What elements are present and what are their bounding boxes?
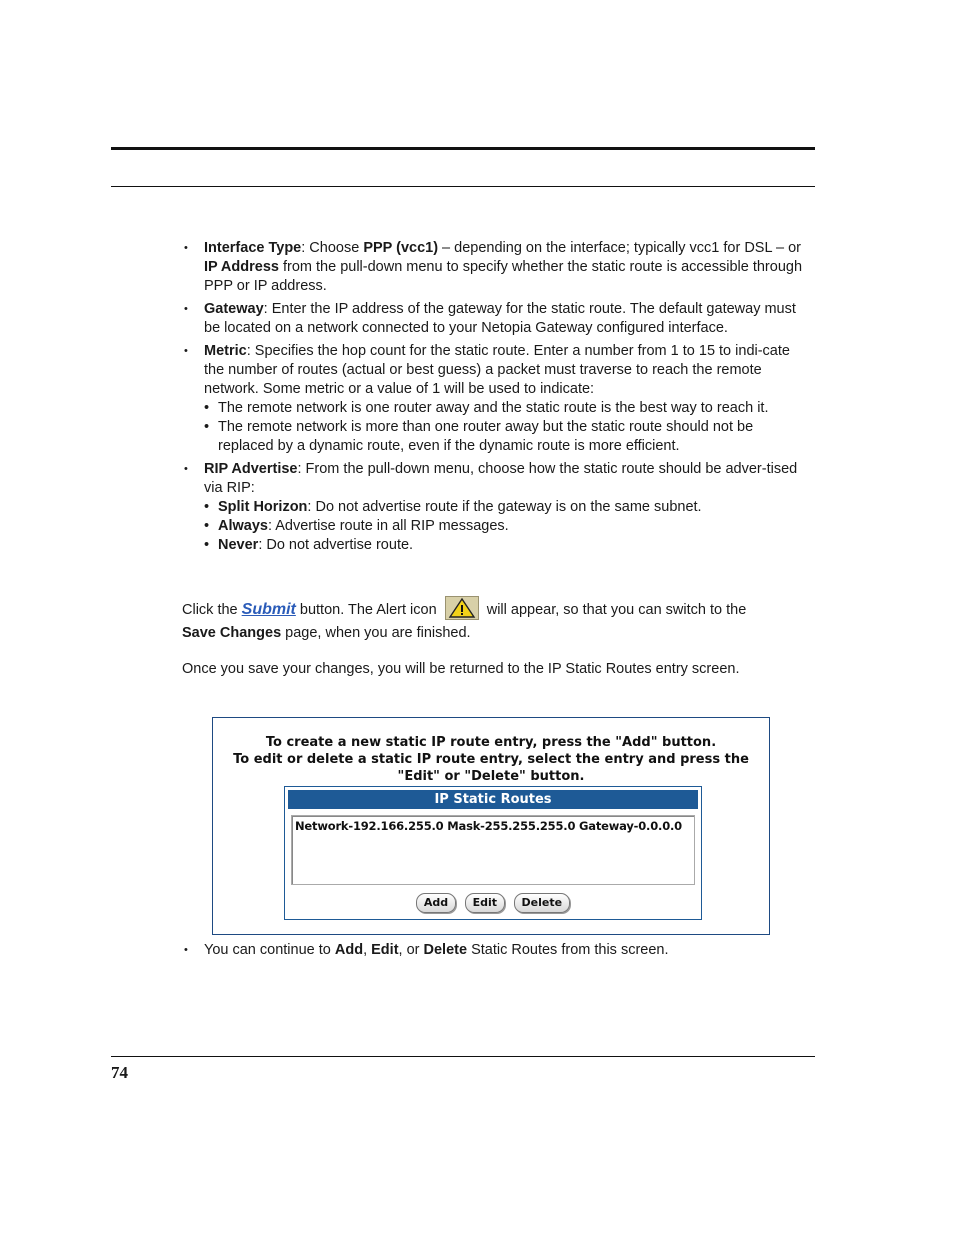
return-paragraph: Once you save your changes, you will be returned to the IP Static Routes entry screen.: [182, 661, 740, 677]
sub-bullet-dot: •: [204, 419, 210, 435]
sub-list-item: [204, 536, 812, 555]
ip-static-routes-screenshot: [212, 717, 770, 935]
bold-term: Interface Type: [204, 240, 302, 256]
bullet-dot: •: [184, 242, 188, 254]
list-item: [182, 300, 812, 338]
sub-list-item: [204, 399, 812, 418]
bold-term: IP Address: [204, 259, 279, 275]
instruction-line: To create a new static IP route entry, press the "Add" button.: [265, 735, 717, 750]
sub-list-item: [204, 418, 812, 456]
after-icon-text: will appear, so that you can switch to the: [486, 601, 747, 618]
header-rule-thin: [111, 186, 815, 187]
body-text: : From the pull-down menu, choose how the static route should be adver-tised via RIP:: [204, 461, 798, 496]
header-rule-thick: [111, 147, 815, 150]
route-entry[interactable]: Network-192.166.255.0 Mask-255.255.255.0 Gateway-0.0.0.0: [295, 819, 682, 833]
list-item: [182, 941, 812, 960]
add-button[interactable]: Add: [416, 893, 456, 913]
bullet-text: [204, 342, 812, 399]
bold-term: Add: [334, 942, 364, 958]
bullet-dot: •: [184, 944, 188, 956]
submit-link[interactable]: Submit: [241, 600, 296, 618]
bullet-text: [204, 239, 812, 296]
body-text: from the pull-down menu to specify whether the static route is accessible through PPP or IP address.: [204, 259, 803, 294]
body-text: : Choose: [301, 240, 364, 256]
list-item: [182, 342, 812, 456]
body-text: The remote network is more than one router away but the static route should not be replaced by a dynamic route, even if the dynamic route is more efficient.: [218, 419, 754, 454]
bold-term: Metric: [204, 343, 247, 359]
sub-bullet-dot: •: [204, 537, 210, 553]
bullet-text: [204, 300, 812, 338]
click-the-text: Click the: [182, 601, 238, 618]
alert-icon: [445, 596, 479, 620]
continue-bullet: [182, 941, 812, 964]
body-text: : Enter the IP address of the gateway for the static route. The default gateway must be located on a network connected to your Netopia Gateway configured interface.: [204, 301, 796, 336]
sub-list-item: [204, 498, 812, 517]
sub-bullet-dot: •: [204, 400, 210, 416]
route-buttons: [285, 893, 701, 913]
bullet-dot: •: [184, 345, 188, 357]
sub-bullet-dot: •: [204, 518, 210, 534]
button-alert-text: button. The Alert icon: [299, 601, 437, 618]
submit-paragraph: [182, 598, 812, 644]
save-changes-text: Save Changes: [182, 625, 282, 641]
bold-term: Always: [218, 518, 268, 534]
body-text: – depending on the interface; typically vcc1 for DSL – or: [438, 240, 802, 256]
bold-term: Edit: [371, 942, 399, 958]
body-text: : Specifies the hop count for the static route. Enter a number from 1 to 15 to indi-cate the number of routes (actual or best guess) a packet must traverse to reach the remote network. Some metric or a value of 1 will be used to indicate:: [204, 343, 790, 397]
body-text: The remote network is one router away and the static route is the best way to reach it.: [218, 400, 769, 416]
delete-button[interactable]: Delete: [514, 893, 571, 913]
body-text: Static Routes from this screen.: [467, 942, 669, 958]
finish-text: page, when you are finished.: [285, 625, 471, 641]
page-number: 74: [111, 1063, 128, 1082]
bold-term: Delete: [423, 942, 468, 958]
list-item: [182, 460, 812, 555]
instruction-line: To edit or delete a static IP route entry, select the entry and press the: [233, 752, 749, 767]
field-description-list: [182, 239, 812, 559]
bullet-dot: •: [184, 463, 188, 475]
bold-term: Split Horizon: [218, 499, 308, 515]
sub-list-item: [204, 517, 812, 536]
edit-button[interactable]: Edit: [465, 893, 505, 913]
bullet-dot: •: [184, 303, 188, 315]
sub-bullet-dot: •: [204, 499, 210, 515]
footer-rule: [111, 1056, 815, 1057]
body-text: : Do not advertise route.: [258, 537, 414, 553]
instructions: [213, 734, 769, 785]
bullet-text: [204, 942, 669, 958]
body-text: You can continue to: [204, 942, 335, 958]
routes-listbox[interactable]: [291, 815, 695, 885]
bold-term: Never: [218, 537, 259, 553]
bullet-text: [204, 460, 812, 498]
body-text: ,: [363, 942, 372, 958]
body-text: , or: [398, 942, 424, 958]
body-text: : Advertise route in all RIP messages.: [267, 518, 509, 534]
body-text: : Do not advertise route if the gateway is on the same subnet.: [307, 499, 702, 515]
instruction-line: "Edit" or "Delete" button.: [397, 769, 585, 784]
bold-term: RIP Advertise: [204, 461, 298, 477]
list-item: [182, 239, 812, 296]
static-routes-panel: [284, 786, 702, 920]
bold-term: PPP (vcc1): [363, 240, 439, 256]
bold-term: Gateway: [204, 301, 264, 317]
panel-title: IP Static Routes: [288, 790, 698, 809]
